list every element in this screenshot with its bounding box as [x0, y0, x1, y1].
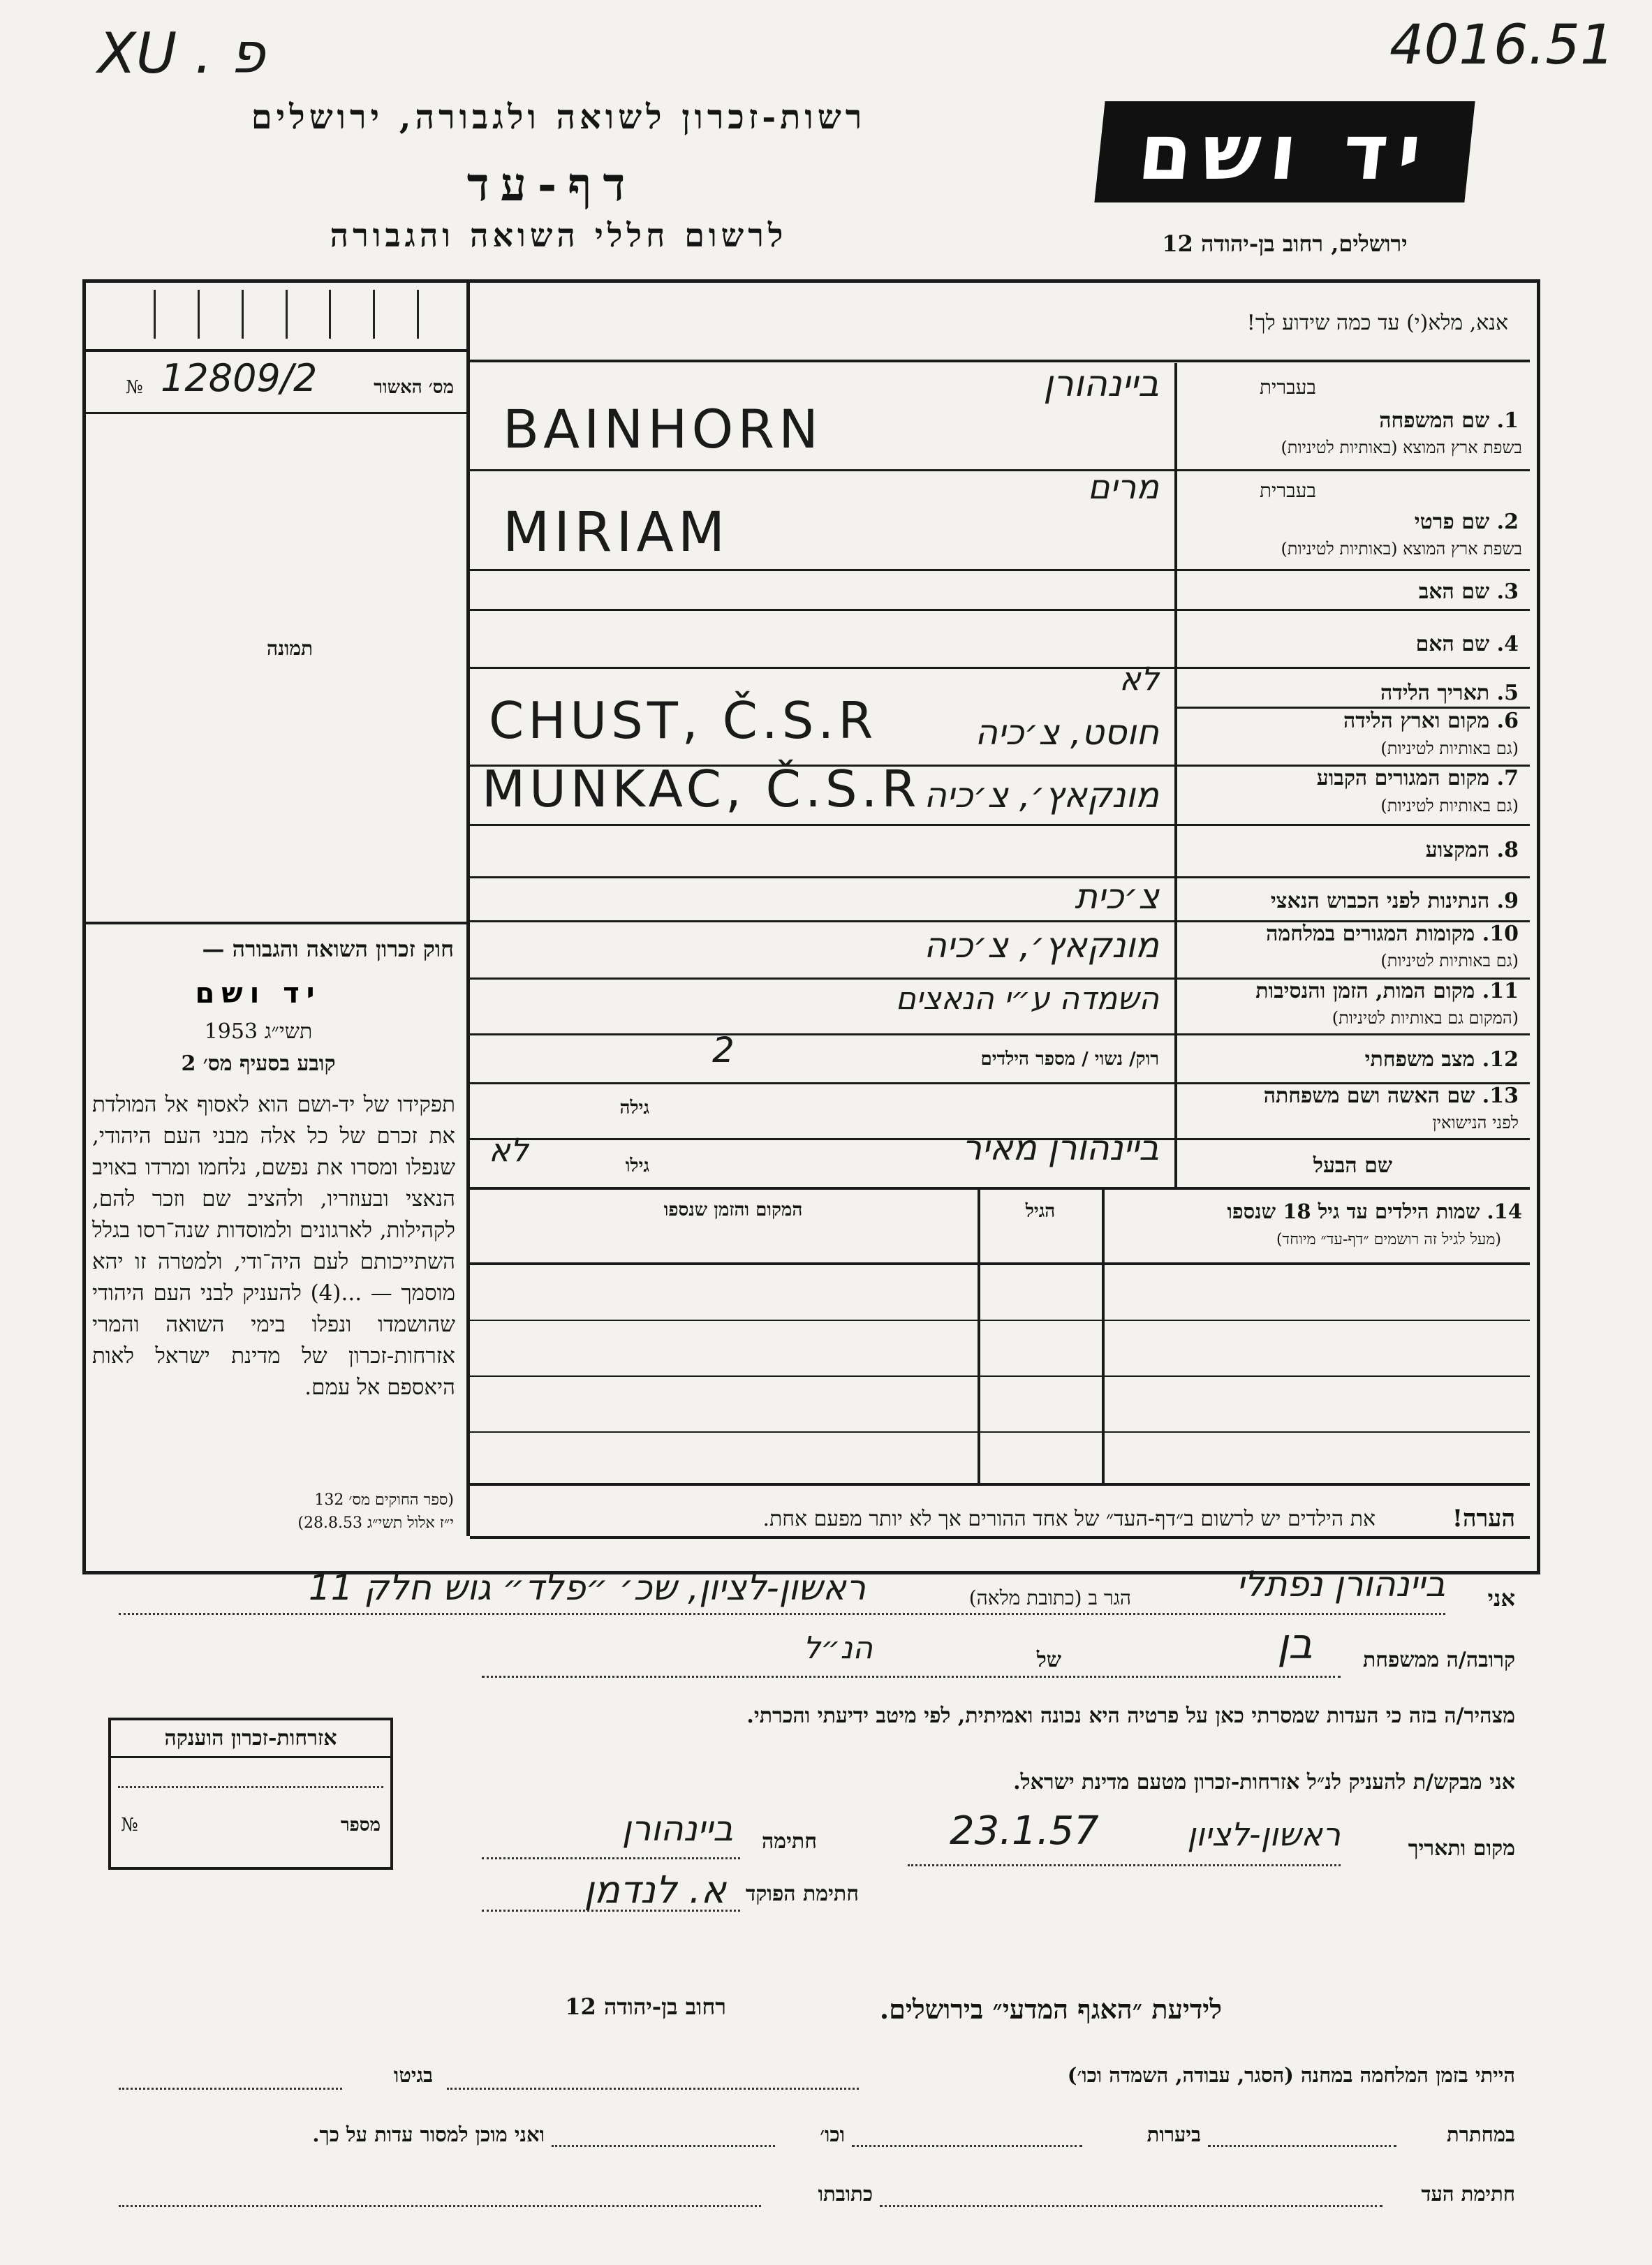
f1-sub: בשפת ארץ המוצא (באותיות לטיניות)	[1281, 438, 1522, 457]
footer-ghetto-label: בגיטו	[393, 2063, 433, 2087]
dotted-line	[908, 1864, 1341, 1866]
f2-label-text: שם פרטי	[1414, 510, 1490, 534]
official-signature: א. לנדמן	[584, 1868, 726, 1912]
f5-value: לא	[1119, 660, 1159, 698]
row-line	[470, 360, 1530, 362]
f10-sub: (גם באותיות לטיניות)	[1380, 951, 1519, 971]
dotted-line	[852, 2145, 1082, 2147]
f7-sub: (גם באותיות לטיניות)	[1380, 796, 1519, 816]
f2-label	[1243, 510, 1519, 534]
f1-latin-value: BAINHORN	[503, 398, 823, 460]
intro-text: אנא, מלא(י) עד כמה שידוע לך!	[1246, 311, 1508, 335]
f6-label-text: מקום וארץ הלידה	[1343, 709, 1490, 733]
place-value: ראשון-לציון	[1187, 1815, 1341, 1853]
f13-sub: לפני הנישואין	[1432, 1113, 1519, 1132]
f11-sub: (המקום גם באותיות לטיניות)	[1332, 1008, 1519, 1028]
date-value: 23.1.57	[950, 1808, 1099, 1854]
f13-label	[1187, 1084, 1519, 1108]
row-line	[470, 1483, 1530, 1486]
approval-no-mark: №	[126, 377, 143, 398]
f9-label	[1187, 889, 1519, 913]
f6-label	[1187, 709, 1519, 733]
citizenship-title: אזרחות-זכרון הוענקה	[164, 1726, 337, 1750]
f3-num: 3.	[1496, 580, 1519, 604]
dotted-line	[880, 2205, 1382, 2207]
f14-age-col: הגיל	[1025, 1201, 1056, 1222]
f12-label	[1187, 1047, 1519, 1072]
f14-label	[1110, 1200, 1522, 1224]
f2-heb-tag: בעברית	[1259, 479, 1316, 502]
footer-address-label: כתובתו	[818, 2182, 873, 2206]
f13-age-label: גילה	[619, 1098, 649, 1119]
photo-label: תמונה	[266, 637, 314, 660]
f3-label-text: שם האב	[1418, 580, 1490, 604]
citizenship-number-label: מספר	[340, 1815, 381, 1836]
f8-label	[1187, 838, 1519, 862]
f11-num: 11.	[1482, 979, 1519, 1003]
footer-etc: וכו׳	[820, 2123, 845, 2146]
f12-num: 12.	[1482, 1047, 1519, 1072]
corner-mark-right: 4016.51	[1389, 14, 1615, 77]
of-value: הנ״ל	[803, 1630, 873, 1666]
f2-heb-value: מרים	[1087, 468, 1159, 507]
husband-label: שם הבעל	[1313, 1153, 1393, 1178]
f12-options: רוק/ נשוי / מספר הילדים	[980, 1049, 1159, 1070]
f10-label	[1187, 922, 1519, 946]
f1-label-text: שם המשפחה	[1379, 408, 1490, 433]
dotted-line	[1208, 2145, 1396, 2147]
row-line	[470, 569, 1530, 571]
citizenship-number-mark: №	[121, 1815, 138, 1836]
row-line	[470, 1187, 1530, 1190]
row-line	[86, 922, 466, 924]
f11-label-text: מקום המות, הזמן והנסיבות	[1255, 979, 1475, 1003]
f8-num: 8.	[1496, 838, 1519, 862]
dotted-line	[482, 1676, 1341, 1678]
f10-label-text: מקומות המגורים במלחמה	[1266, 922, 1475, 946]
signature-label: חתימה	[762, 1829, 817, 1854]
law-text: תפקידו של יד-ושם הוא לאסוף אל המולדת את זכרם של כל אלה מבני העם היהודי, שנפלו ומסרו את נפשם, נלחמו ומרדו באויב הנאצי ובעוזריו, ולהציב שם וזכר להם, לקהילות, לארגונים ולמוסדות שנה־רסו בגלל השתייכותם לעם היה־ודי, ולמטרה זו יהא מוסמך — ...(4) להעניק לבני העם היהודי שהושמדו ונפלו בימי השואה והמרי אזרחות-זכרון של מדינת ישראל לאות היאספם אל עמם.	[92, 1092, 455, 1400]
footer-title: לידיעת ״האגף המדעי״ בירושלים.	[879, 1993, 1222, 2025]
row-line	[86, 349, 466, 352]
row-line	[470, 1320, 1530, 1321]
row-line	[470, 609, 1530, 611]
row-line	[470, 667, 1530, 669]
footer-underground: במחתרת	[1447, 2123, 1515, 2146]
f9-num: 9.	[1496, 889, 1519, 913]
dotted-line	[119, 1613, 1445, 1615]
f6-num: 6.	[1496, 709, 1519, 733]
citizenship-rule	[111, 1756, 390, 1758]
approval-number: 12809/2	[161, 356, 318, 400]
corner-mark-left: XU . פ	[98, 21, 265, 86]
col-line	[1102, 1190, 1105, 1483]
f6-latin-value: CHUST, Č.S.R	[489, 691, 878, 750]
relative-label: קרובה/ה ממשפחת	[1362, 1648, 1515, 1672]
place-date-label: מקום ותאריך	[1408, 1836, 1515, 1861]
witness-signature: ביינהורן	[621, 1808, 733, 1849]
law-logo: יד ושם	[185, 976, 332, 1011]
footer-line1: הייתי בזמן המלחמה במחנה (הסגר, עבודה, השמדה וכו׳)	[1067, 2063, 1515, 2087]
law-clause: קובע בסעיף מס׳ 2	[181, 1052, 336, 1076]
f12-label-text: מצב משפחתי	[1364, 1047, 1475, 1072]
f5-num: 5.	[1496, 681, 1519, 705]
header-address: ירושלים, רחוב בן-יהודה 12	[1162, 230, 1408, 257]
dotted-line	[552, 2145, 775, 2147]
f7-num: 7.	[1496, 766, 1519, 790]
footer-witness-signature: חתימת העד	[1421, 2182, 1515, 2206]
dotted-line	[447, 2088, 859, 2090]
f8-label-text: המקצוע	[1425, 838, 1490, 862]
footer-address: רחוב בן-יהודה 12	[565, 1993, 726, 2020]
note-label: הערה!	[1452, 1505, 1515, 1533]
of-label: של	[1036, 1648, 1061, 1672]
f13-num: 13.	[1482, 1084, 1519, 1108]
citizenship-number-row	[111, 1788, 390, 1836]
f6-sub: (גם באותיות לטיניות)	[1380, 739, 1519, 758]
witness-address-label: הגר ב (כתובת מלאה)	[968, 1586, 1131, 1609]
law-ref-2: י״ז אלול תשי״ג 28.8.53)	[297, 1514, 454, 1532]
f4-label	[1187, 632, 1519, 656]
f14-sub: (מעל לגיל זה רושמים ״דף-עד״ מיוחד)	[1276, 1231, 1501, 1248]
f6-heb-value: חוסט, צ׳כיה	[975, 712, 1159, 753]
law-ref-1: (ספר החוקים מס׳ 132	[314, 1491, 454, 1509]
approval-label: מס׳ האשור	[374, 377, 454, 398]
form-subtitle: לרשום חללי השואה והגבורה	[330, 216, 788, 254]
row-line	[470, 1262, 1530, 1265]
f1-heb-tag: בעברית	[1259, 376, 1316, 399]
f10-value: מונקאץ׳, צ׳כיה	[924, 925, 1159, 966]
husband-value: ביינהורן מאיר	[961, 1128, 1159, 1168]
org-name: רשות-זכרון לשואה ולגבורה, ירושלים	[251, 98, 866, 137]
f1-label	[1243, 408, 1519, 433]
dotted-line	[119, 2088, 342, 2090]
row-line	[470, 1375, 1530, 1377]
approval-boxes	[112, 290, 461, 339]
official-signature-label: חתימת הפוקד	[745, 1882, 859, 1906]
f9-value: צ׳כית	[1075, 876, 1159, 917]
f14-label-text: שמות הילדים עד גיל 18 שנספו	[1227, 1200, 1480, 1223]
f10-num: 10.	[1482, 922, 1519, 946]
footer-willing: ואני מוכן למסור עדות על כך.	[312, 2123, 545, 2146]
row-line	[470, 1536, 1530, 1539]
footer-forests: ביערות	[1146, 2123, 1201, 2146]
f5-label	[1187, 681, 1519, 705]
row-line	[470, 1033, 1530, 1035]
witness-i-label: אני	[1487, 1585, 1515, 1611]
form-title: דף-עד	[466, 157, 637, 212]
yad-vashem-logo: יד ושם	[1094, 101, 1475, 202]
note-text: את הילדים יש לרשום ב״דף-העד״ של אחד ההורים אך לא יותר מפעם אחת.	[762, 1507, 1376, 1531]
witness-name: ביינהורן נפתלי	[1236, 1564, 1445, 1604]
law-title: חוק זכרון השואה והגבורה —	[202, 936, 454, 962]
citizenship-box	[108, 1718, 393, 1870]
col-line	[978, 1190, 980, 1483]
f14-num: 14.	[1487, 1200, 1522, 1223]
f12-children-count: 2	[712, 1030, 735, 1070]
f9-label-text: הנתינות לפני הכבוש הנאצי	[1270, 889, 1490, 913]
f3-label	[1187, 580, 1519, 604]
f7-label-text: מקום המגורים הקבוע	[1316, 766, 1490, 790]
husband-age-value: לא	[489, 1131, 529, 1169]
f2-latin-value: MIRIAM	[503, 501, 730, 564]
f2-sub: בשפת ארץ המוצא (באותיות לטיניות)	[1281, 539, 1522, 559]
row-line	[470, 824, 1530, 826]
dotted-line	[482, 1857, 740, 1859]
law-year: תשי״ג 1953	[204, 1019, 313, 1044]
label-column-divider	[1174, 363, 1177, 1187]
dotted-line	[119, 2205, 761, 2207]
f14-place-col: המקום והזמן שנספו	[663, 1200, 803, 1220]
f1-heb-value: ביינהורן	[1043, 363, 1159, 405]
f1-num: 1.	[1496, 408, 1519, 433]
f13-label-text: שם האשה ושם משפחתה	[1263, 1084, 1475, 1108]
request-text: אני מבקש/ת להעניק לנ״ל אזרחות-זכרון מטעם מדינת ישראל.	[1013, 1770, 1515, 1794]
declaration-text: מצהיר/ה בזה כי העדות שמסרתי כאן על פרטיה היא נכונה ואמיתית, לפי מיטב ידיעתי והכרתי.	[746, 1704, 1515, 1728]
f7-heb-value: מונקאץ׳, צ׳כיה	[924, 775, 1159, 816]
f2-num: 2.	[1496, 510, 1519, 534]
f4-label-text: שם האם	[1415, 632, 1490, 656]
f5-label-text: תאריך הלידה	[1380, 681, 1490, 705]
witness-address-value: ראשון-לציון, שכ׳ ״פלד״ גוש חלק 11	[308, 1567, 866, 1608]
row-line	[470, 1431, 1530, 1433]
husband-age-label: גילו	[625, 1156, 649, 1176]
row-line	[86, 412, 466, 414]
f7-label	[1187, 766, 1519, 790]
f11-value: השמדה ע״י הנאצים	[895, 981, 1159, 1017]
dotted-line	[482, 1910, 740, 1912]
relative-value: בן	[1276, 1620, 1313, 1669]
f7-latin-value: MUNKAC, Č.S.R	[482, 760, 921, 818]
f4-num: 4.	[1496, 632, 1519, 656]
f11-label	[1187, 979, 1519, 1003]
